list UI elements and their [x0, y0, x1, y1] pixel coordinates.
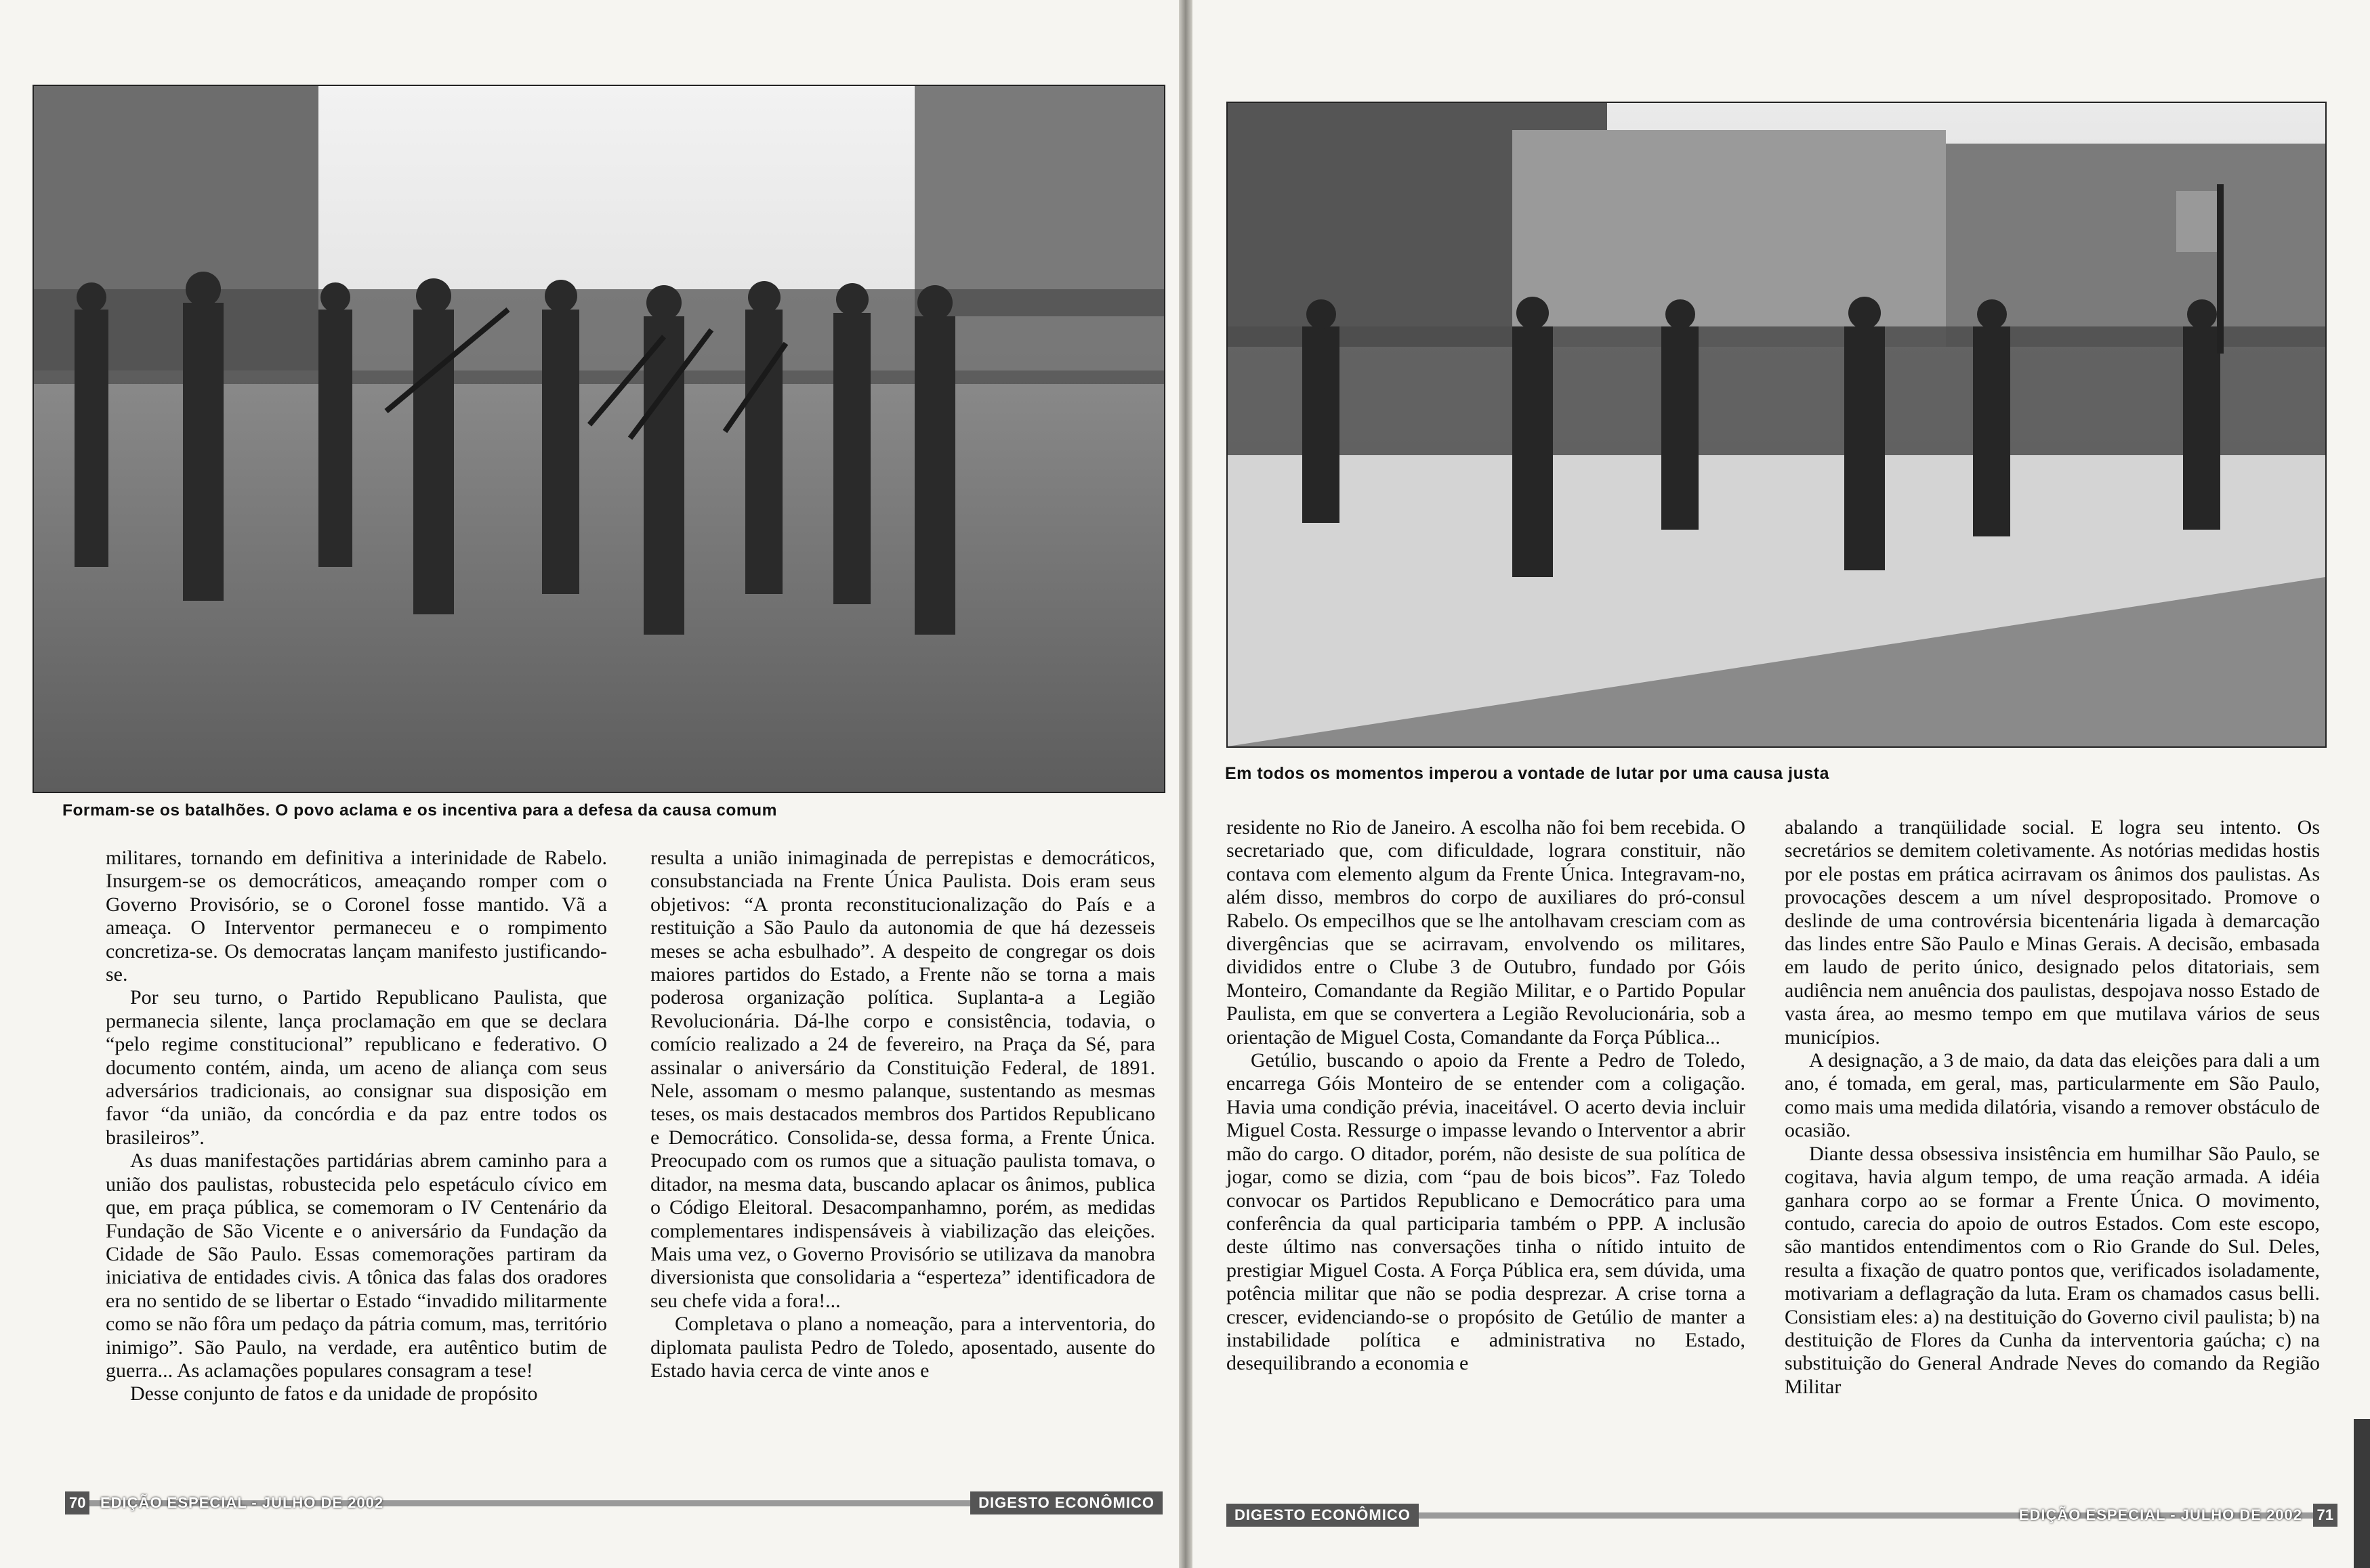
footer-right [1226, 1504, 2337, 1527]
caption-right: Em todos os momentos imperou a vontade de lutar por uma causa justa [1225, 764, 1830, 783]
photo-troops [1226, 102, 2327, 748]
photo-troops-image [1228, 103, 2325, 746]
gutter [1179, 0, 1192, 1568]
photo-battalions [33, 85, 1165, 793]
scan-edge [2354, 1419, 2370, 1568]
photo-battalions-image [34, 86, 1164, 792]
page-number: 70 [65, 1491, 89, 1514]
paragraph: As duas manifestações partidárias abrem caminho para a união dos paulistas, robustecida pelo espetáculo cívico em que, em praça pública, se comemoram o IV Centenário da Fundação de São Vicente e o aniversário da Fundação da Cidade de São Paulo. Essas comemorações partiram da iniciativa de entidades civis. A tônica das falas dos oradores era no sentido de se libertar o Estado “invadido militarmente como se não fôra um pedaço da pátria comum, mas, território inimigo”. São Paulo, na verdade, era autêntico butim de guerra... As aclamações populares consagram a tese! [106, 1149, 607, 1382]
paragraph: militares, tornando em definitiva a interinidade de Rabelo. Insurgem-se os democráticos, ameaçando romper com o Governo Provisório, se o Coronel fosse mantido. Vã a ameaça. O Interventor permaneceu e o rompimento concretiza-se. Os democratas lançam manifesto justificando-se. [106, 847, 607, 986]
column-1 [106, 847, 607, 1406]
column-3 [1226, 816, 1745, 1376]
paragraph: residente no Rio de Janeiro. A escolha não foi bem recebida. O secretariado que, com dificuldade, lograra constituir, não contava com elemento algum da Frente Única. Integravam-no, além disso, membros do corpo de auxiliares do pró-consul Rabelo. Os empecilhos que se lhe antolhavam cresciam com as divergências que se acirravam, envolvendo os militares, divididos entre o Clube 3 de Outubro, fundado por Góis Monteiro, Comandante da Região Militar, e o Partido Popular Paulista, em que se convertera a Legião Revolucionária, sob a orientação de Miguel Costa, Comandante da Força Pública... [1226, 816, 1745, 1048]
page-number: 71 [2313, 1504, 2337, 1527]
paragraph: Por seu turno, o Partido Republicano Paulista, que permanecia silente, lança proclamação em que se declara “pelo regime constitucional” republicano e federativo. O documento contém, ainda, um aceno de aliança com seus adversários tradicionais, ao consignar sua disposição em favor “da união, da concórdia e da paz entre todos os brasileiros”. [106, 986, 607, 1149]
magazine-name: DIGESTO ECONÔMICO [970, 1491, 1163, 1514]
paragraph: Completava o plano a nomeação, para a interventoria, do diplomata paulista Pedro de Toledo, aposentado, ausente do Estado havia cerca de vinte anos e [650, 1313, 1155, 1382]
column-2 [650, 847, 1155, 1382]
paragraph: Desse conjunto de fatos e da unidade de propósito [130, 1382, 538, 1405]
paragraph: resulta a união inimaginada de perrepistas e democráticos, consubstanciada na Frente Única Paulista. Dois eram seus objetivos: “A pronta reconstitucionalização do País e a restituição a São Paulo da autonomia de que há dezesseis meses se acha esbulhado”. A despeito de congregar os dois maiores partidos do Estado, a Frente não se torna a mais poderosa organização política. Suplanta-a a Legião Revolucionária. Dá-lhe corpo e consistência, todavia, o comício realizado a 24 de fevereiro, na Praça da Sé, para assinalar o aniversário da Constituição Federal, de 1891. Nele, assomam o mesmo palanque, sustentando as mesmas teses, os mais destacados membros dos Partidos Republicano e Democrático. Consolida-se, dessa forma, a Frente Única. Preocupado com os rumos que a situação paulista tomava, o ditador, na mesma data, buscando aplacar os ânimos, publica o Código Eleitoral. Desacompanhamno, porém, as medidas complementares indispensáveis à viabilização das eleições. Mais uma vez, o Governo Provisório se utilizava da manobra diversionista que consolidaria a “esperteza” identificadora de seu chefe vida a fora!... [650, 847, 1155, 1312]
caption-left: Formam-se os batalhões. O povo aclama e os incentiva para a defesa da causa comum [62, 801, 777, 820]
paragraph: A designação, a 3 de maio, da data das eleições para dali a um ano, é tomada, em geral, mas, particularmente em São Paulo, como mais uma medida dilatória, visando a remover obstáculo de ocasião. [1785, 1049, 2320, 1142]
paragraph: Getúlio, buscando o apoio da Frente a Pedro de Toledo, encarrega Góis Monteiro de se entender com a coligação. Havia uma condição prévia, inaceitável. O acerto devia incluir Miguel Costa. Ressurge o impasse levando o Interventor a abrir mão do cargo. O ditador, porém, não desiste de sua política de jogar, como se dizia, com “pau de bois bicos”. Faz Toledo convocar os Partidos Republicano e Democrático para uma conferência da qual participaria também o PPP. A inclusão deste último nas conversações tinha o nítido intuito de prestigiar Miguel Costa. A Força Pública era, sem dúvida, uma potência militar que não se podia desprezar. A crise torna a crescer, evidenciando-se o propósito de Getúlio de manter a instabilidade política e administrativa no Estado, desequilibrando a economia e [1226, 1049, 1745, 1375]
paragraph: abalando a tranqüilidade social. E logra seu intento. Os secretários se demitem coletivamente. As notórias medidas hostis por ele postas em prática acirravam os ânimos dos paulistas. As provocações descem a um nível despropositado. Promove o deslinde de uma controvérsia bicentenária ligada à demarcação das lindes entre São Paulo e Minas Gerais. A decisão, embasada em laudo de perito único, designado pelos ditatoriais, sem audiência nem anuência dos paulistas, despojava nosso Estado de vasta área, ao mesmo tempo em que mutilava vários de seus municípios. [1785, 816, 2320, 1048]
right-page [1192, 0, 2370, 1568]
left-page [0, 0, 1179, 1568]
edition-label: EDIÇÃO ESPECIAL - JULHO DE 2002 [2018, 1506, 2302, 1523]
edition-label: EDIÇÃO ESPECIAL - JULHO DE 2002 [100, 1494, 384, 1511]
magazine-name: DIGESTO ECONÔMICO [1226, 1504, 1419, 1527]
column-4 [1785, 816, 2320, 1399]
paragraph: Diante dessa obsessiva insistência em humilhar São Paulo, se cogitava, havia algum tempo, de uma reação armada. A idéia ganhara corpo ao se formar a Frente Única. O movimento, contudo, carecia do apoio de outros Estados. Com este escopo, são mantidos entendimentos com o Rio Grande do Sul. Deles, resulta a fixação de quatro pontos que, verificados isoladamente, motivariam a deflagração da luta. Eram os chamados casus belli. Consistiam eles: a) na destituição do Governo civil paulista; b) na destituição de Flores da Cunha da interventoria gaúcha; c) na substituição do General Andrade Neves do comando da Região Militar [1785, 1142, 2320, 1398]
footer-left [65, 1491, 1163, 1514]
